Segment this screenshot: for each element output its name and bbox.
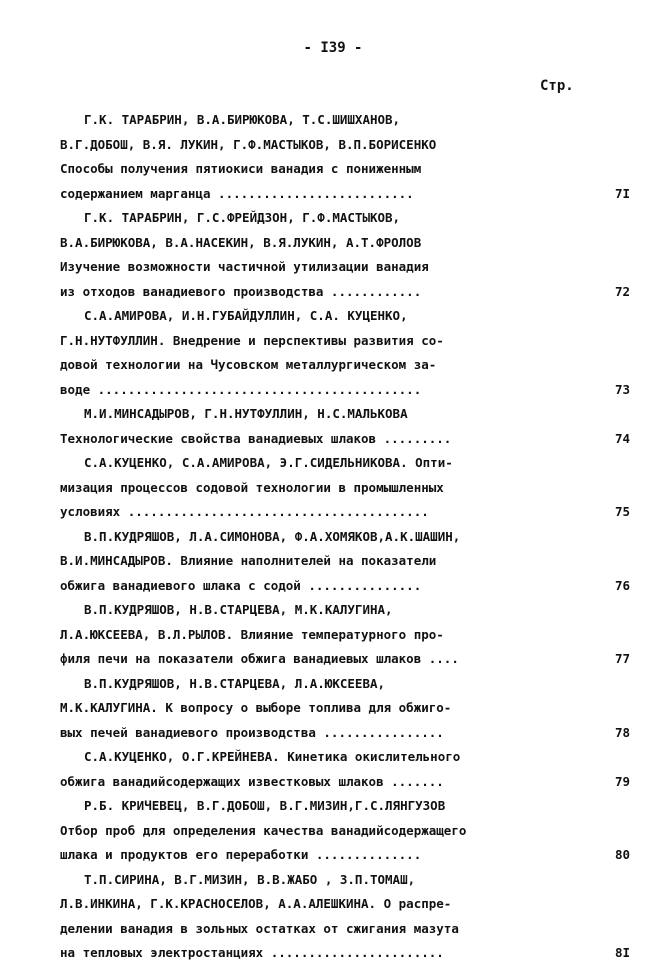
toc-entry (60, 525, 630, 599)
toc-entry-line: Л.В.ИНКИНА, Г.К.КРАСНОСЕЛОВ, А.А.АЛЕШКИНА. О распре- (60, 896, 452, 911)
toc-entry-line: довой технологии на Чусовском металлургическом за- (60, 357, 437, 372)
toc-entry-last-line (60, 647, 630, 672)
toc-entry-line: Р.Б. КРИЧЕВЕЦ, В.Г.ДОБОШ, В.Г.МИЗИН,Г.С.ЛЯНГУЗОВ (84, 798, 446, 813)
toc-entry (60, 598, 630, 672)
toc-entry-line: Отбор проб для определения качества ванадийсодержащего (60, 822, 467, 838)
toc-entry-line: мизация процессов содовой технологии в промышленных (60, 479, 444, 495)
toc-entry-last-line (60, 770, 630, 795)
page-column-label: Стр. (540, 78, 574, 94)
toc-entry-line: В.П.КУДРЯШОВ, Н.В.СТАРЦЕВА, Л.А.ЮКСЕЕВА, (84, 675, 386, 691)
toc-entry-last-line (60, 182, 630, 207)
toc-entry (60, 206, 630, 304)
toc-entry-last-text: обжига ванадийсодержащих известковых шлаков ....... (60, 773, 444, 789)
toc-entry (60, 108, 630, 206)
toc-entry-last-line (60, 280, 630, 305)
toc-entry-line: В.А.БИРЮКОВА, В.А.НАСЕКИН, В.Я.ЛУКИН, А.Т.ФРОЛОВ (60, 234, 422, 250)
toc-entry-last-text: условиях ........................................ (60, 504, 429, 519)
table-of-contents (60, 108, 630, 966)
toc-entry (60, 451, 630, 525)
toc-entry (60, 402, 630, 451)
toc-entry-last-text: филя печи на показатели обжига ванадиевых шлаков .... (60, 651, 459, 666)
toc-entry-line: С.А.АМИРОВА, И.Н.ГУБАЙДУЛЛИН, С.А. КУЦЕНКО, (84, 308, 408, 323)
toc-entry-last-line (60, 574, 630, 599)
toc-entry-last-text: шлака и продуктов его переработки .............. (60, 847, 422, 862)
toc-entry-line: делении ванадия в зольных остатках от сжигания мазута (60, 920, 459, 936)
toc-entry (60, 745, 630, 794)
toc-entry-line: В.И.МИНСАДЫРОВ. Влияние наполнителей на показатели (60, 553, 437, 568)
toc-page-number: 79 (614, 773, 630, 789)
toc-entry-line: В.П.КУДРЯШОВ, Л.А.СИМОНОВА, Ф.А.ХОМЯКОВ,А.К.ШАШИН, (84, 528, 461, 544)
toc-entry-last-line (60, 378, 630, 403)
toc-entry-last-text: из отходов ванадиевого производства ............ (60, 283, 422, 299)
toc-entry-line: В.П.КУДРЯШОВ, Н.В.СТАРЦЕВА, М.К.КАЛУГИНА, (84, 602, 393, 617)
toc-entry (60, 672, 630, 746)
toc-entry-last-line (60, 721, 630, 746)
toc-page-number: 75 (614, 504, 630, 519)
toc-entry-line: С.А.КУЦЕНКО, О.Г.КРЕЙНЕВА. Кинетика окислительного (84, 749, 461, 764)
toc-entry-line: С.А.КУЦЕНКО, С.А.АМИРОВА, Э.Г.СИДЕЛЬНИКОВА. Опти- (84, 455, 453, 470)
toc-page-number: 7I (614, 185, 630, 201)
toc-entry-last-line (60, 427, 630, 452)
toc-entry-last-line (60, 500, 630, 525)
toc-page-number: 77 (614, 651, 630, 666)
toc-entry (60, 794, 630, 868)
toc-entry (60, 868, 630, 966)
toc-entry-line: Л.А.ЮКСЕЕВА, В.Л.РЫЛОВ. Влияние температурного про- (60, 626, 444, 642)
toc-page-number: 74 (614, 430, 630, 446)
toc-entry-last-line (60, 941, 630, 966)
toc-page-number: 76 (614, 577, 630, 593)
toc-page-number: 78 (614, 724, 630, 740)
toc-page-number: 80 (614, 847, 630, 862)
toc-entry-last-line (60, 843, 630, 868)
toc-entry-last-text: содержанием марганца .......................... (60, 185, 414, 201)
toc-entry-line: Г.К. ТАРАБРИН, Г.С.ФРЕЙДЗОН, Г.Ф.МАСТЫКОВ, (84, 210, 401, 225)
toc-entry-line: М.И.МИНСАДЫРОВ, Г.Н.НУТФУЛЛИН, Н.С.МАЛЬКОВА (84, 406, 408, 421)
toc-page-number: 72 (614, 283, 630, 299)
toc-entry-last-text: вых печей ванадиевого производства ................ (60, 724, 444, 740)
toc-entry-last-text: Технологические свойства ванадиевых шлаков ......... (60, 430, 452, 446)
toc-entry-line: М.К.КАЛУГИНА. К вопросу о выборе топлива для обжиго- (60, 700, 452, 715)
toc-entry-line: В.Г.ДОБОШ, В.Я. ЛУКИН, Г.Ф.МАСТЫКОВ, В.П.БОРИСЕНКО (60, 136, 437, 152)
toc-page-number: 73 (614, 381, 630, 397)
toc-entry-line: Г.Н.НУТФУЛЛИН. Внедрение и перспективы развития со- (60, 332, 444, 348)
toc-page-number: 8I (614, 945, 630, 960)
toc-entry-line: Изучение возможности частичной утилизации ванадия (60, 259, 429, 274)
toc-entry (60, 304, 630, 402)
toc-entry-last-text: на тепловых электростанциях ....................... (60, 945, 444, 960)
toc-entry-line: Т.П.СИРИНА, В.Г.МИЗИН, В.В.ЖАБО , З.П.ТОМАШ, (84, 871, 416, 887)
toc-entry-line: Способы получения пятиокиси ванадия с пониженным (60, 161, 422, 176)
page-number: - I39 - (303, 40, 363, 56)
toc-entry-last-text: воде ........................................... (60, 381, 422, 397)
toc-entry-last-text: обжига ванадиевого шлака с содой ............... (60, 577, 422, 593)
toc-entry-line: Г.К. ТАРАБРИН, В.А.БИРЮКОВА, Т.С.ШИШХАНОВ, (84, 112, 401, 127)
